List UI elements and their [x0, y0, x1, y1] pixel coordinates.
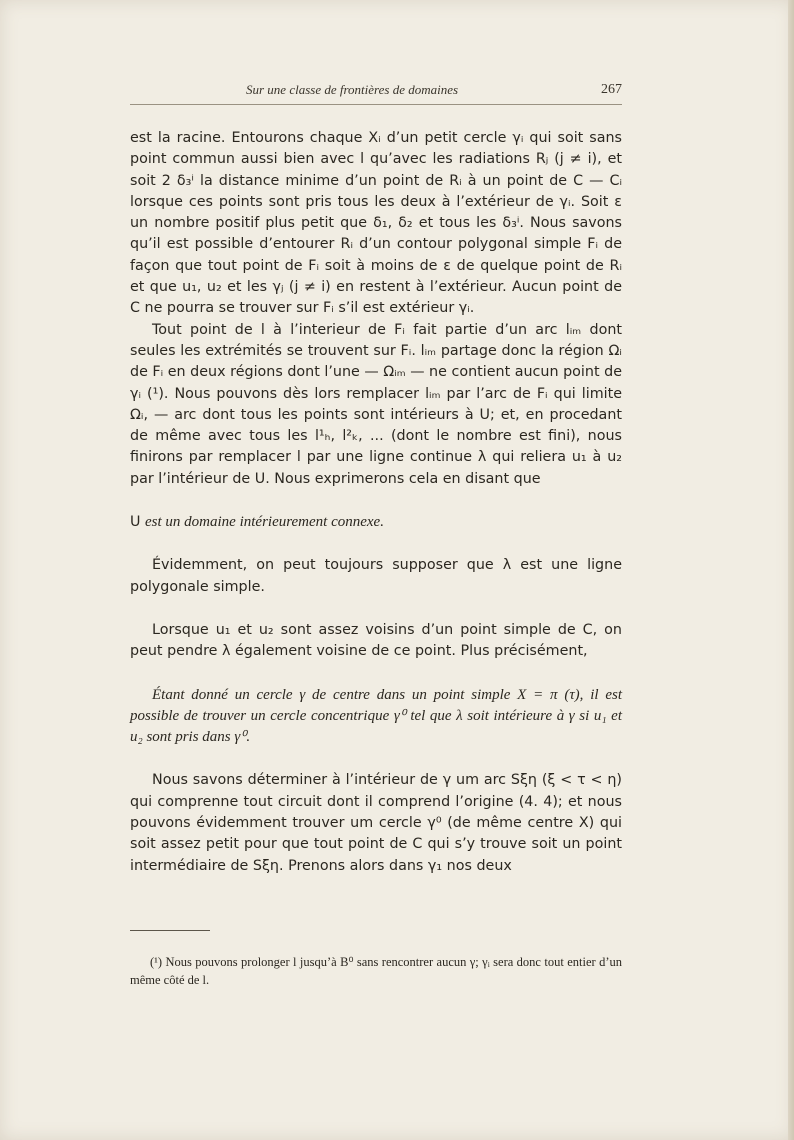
statement-lead: U — [130, 514, 141, 531]
header-rule — [130, 104, 622, 105]
running-head — [246, 82, 622, 102]
running-title: Sur une classe de frontières de domaines — [246, 82, 459, 97]
paragraph-5: Nous savons déterminer à l’intérieur de γ um arc Sξη (ξ < τ < η) qui comprenne tout circuit dont il comprend l’origine (4. 4); et nous pouvons évidemment trouver um cercle γ⁰ (de même centre X) qui soit assez petit pour que tout point de C qui s’y trouve soit un point intermédiaire de Sξη. Prenons alors dans γ₁ nos deux — [130, 772, 622, 874]
footnote-rule — [130, 930, 210, 931]
statement-connexe — [130, 512, 622, 533]
paragraph-2: Tout point de l à l’interieur de Fᵢ fait partie d’un arc lᵢₘ dont seules les extrémités se trouvent sur Fᵢ. lᵢₘ partage donc la région Ωᵢ de Fᵢ en deux régions dont l’une — Ωᵢₘ — ne contient aucun point de γᵢ (¹). Nous pouvons dès lors remplacer lᵢₘ par l’arc de Fᵢ qui limite Ωᵢ, — arc dont tous les points sont intérieurs à U; et, en procedant de même avec tous les l¹ₕ, l²ₖ, ... (dont le nombre est fini), nous finirons par remplacer l par une ligne continue λ qui reliera u₁ à u₂ par l’intérieur de U. Nous exprimerons cela en disant que — [130, 321, 622, 487]
paragraph-1: est la racine. Entourons chaque Xᵢ d’un petit cercle γᵢ qui soit sans point commun aussi bien avec l qu’avec les radiations Rⱼ (j ≠ i), et soit 2 δ₃ⁱ la distance minime d’un point de Rᵢ à un point de C — Cᵢ lorsque ces points sont pris tous les deux à l’extérieur de γᵢ. Soit ε un nombre positif plus petit que δ₁, δ₂ et tous les δ₃ⁱ. Nous savons qu’il est possible d’entourer Rᵢ d’un contour polygonal simple Fᵢ de façon que tout point de Fᵢ soit à moins de ε de quelque point de Rᵢ et que u₁, u₂ et les γⱼ (j ≠ i) en restent à l’extérieur. Aucun point de C ne pourra se trouver sur Fᵢ s’il est extérieur γᵢ. — [130, 130, 622, 317]
footnote-text: (¹) Nous pouvons prolonger l jusqu’à B⁰ sans rencontrer aucun γ; γᵢ sera donc tout entier d’un même côté de l. — [130, 955, 622, 987]
paragraph-3: Évidemment, on peut toujours supposer que λ est une ligne polygonale simple. — [130, 557, 622, 595]
theorem-statement: Étant donné un cercle γ de centre dans un point simple X = π (τ), il est possible de trouver un cercle concentrique γ⁰ tel que λ soit intérieure à γ si u₁ et u₂ sont pris dans γ⁰. — [130, 686, 622, 746]
main-text — [130, 128, 622, 877]
paragraph-4: Lorsque u₁ et u₂ sont assez voisins d’un point simple de C, on peut pendre λ également voisine de ce point. Plus précisément, — [130, 621, 622, 660]
page-number: 267 — [601, 82, 622, 97]
page-edge — [788, 0, 794, 1140]
statement-italic: est un domaine intérieurement connexe. — [145, 514, 384, 531]
footnote — [130, 953, 622, 989]
